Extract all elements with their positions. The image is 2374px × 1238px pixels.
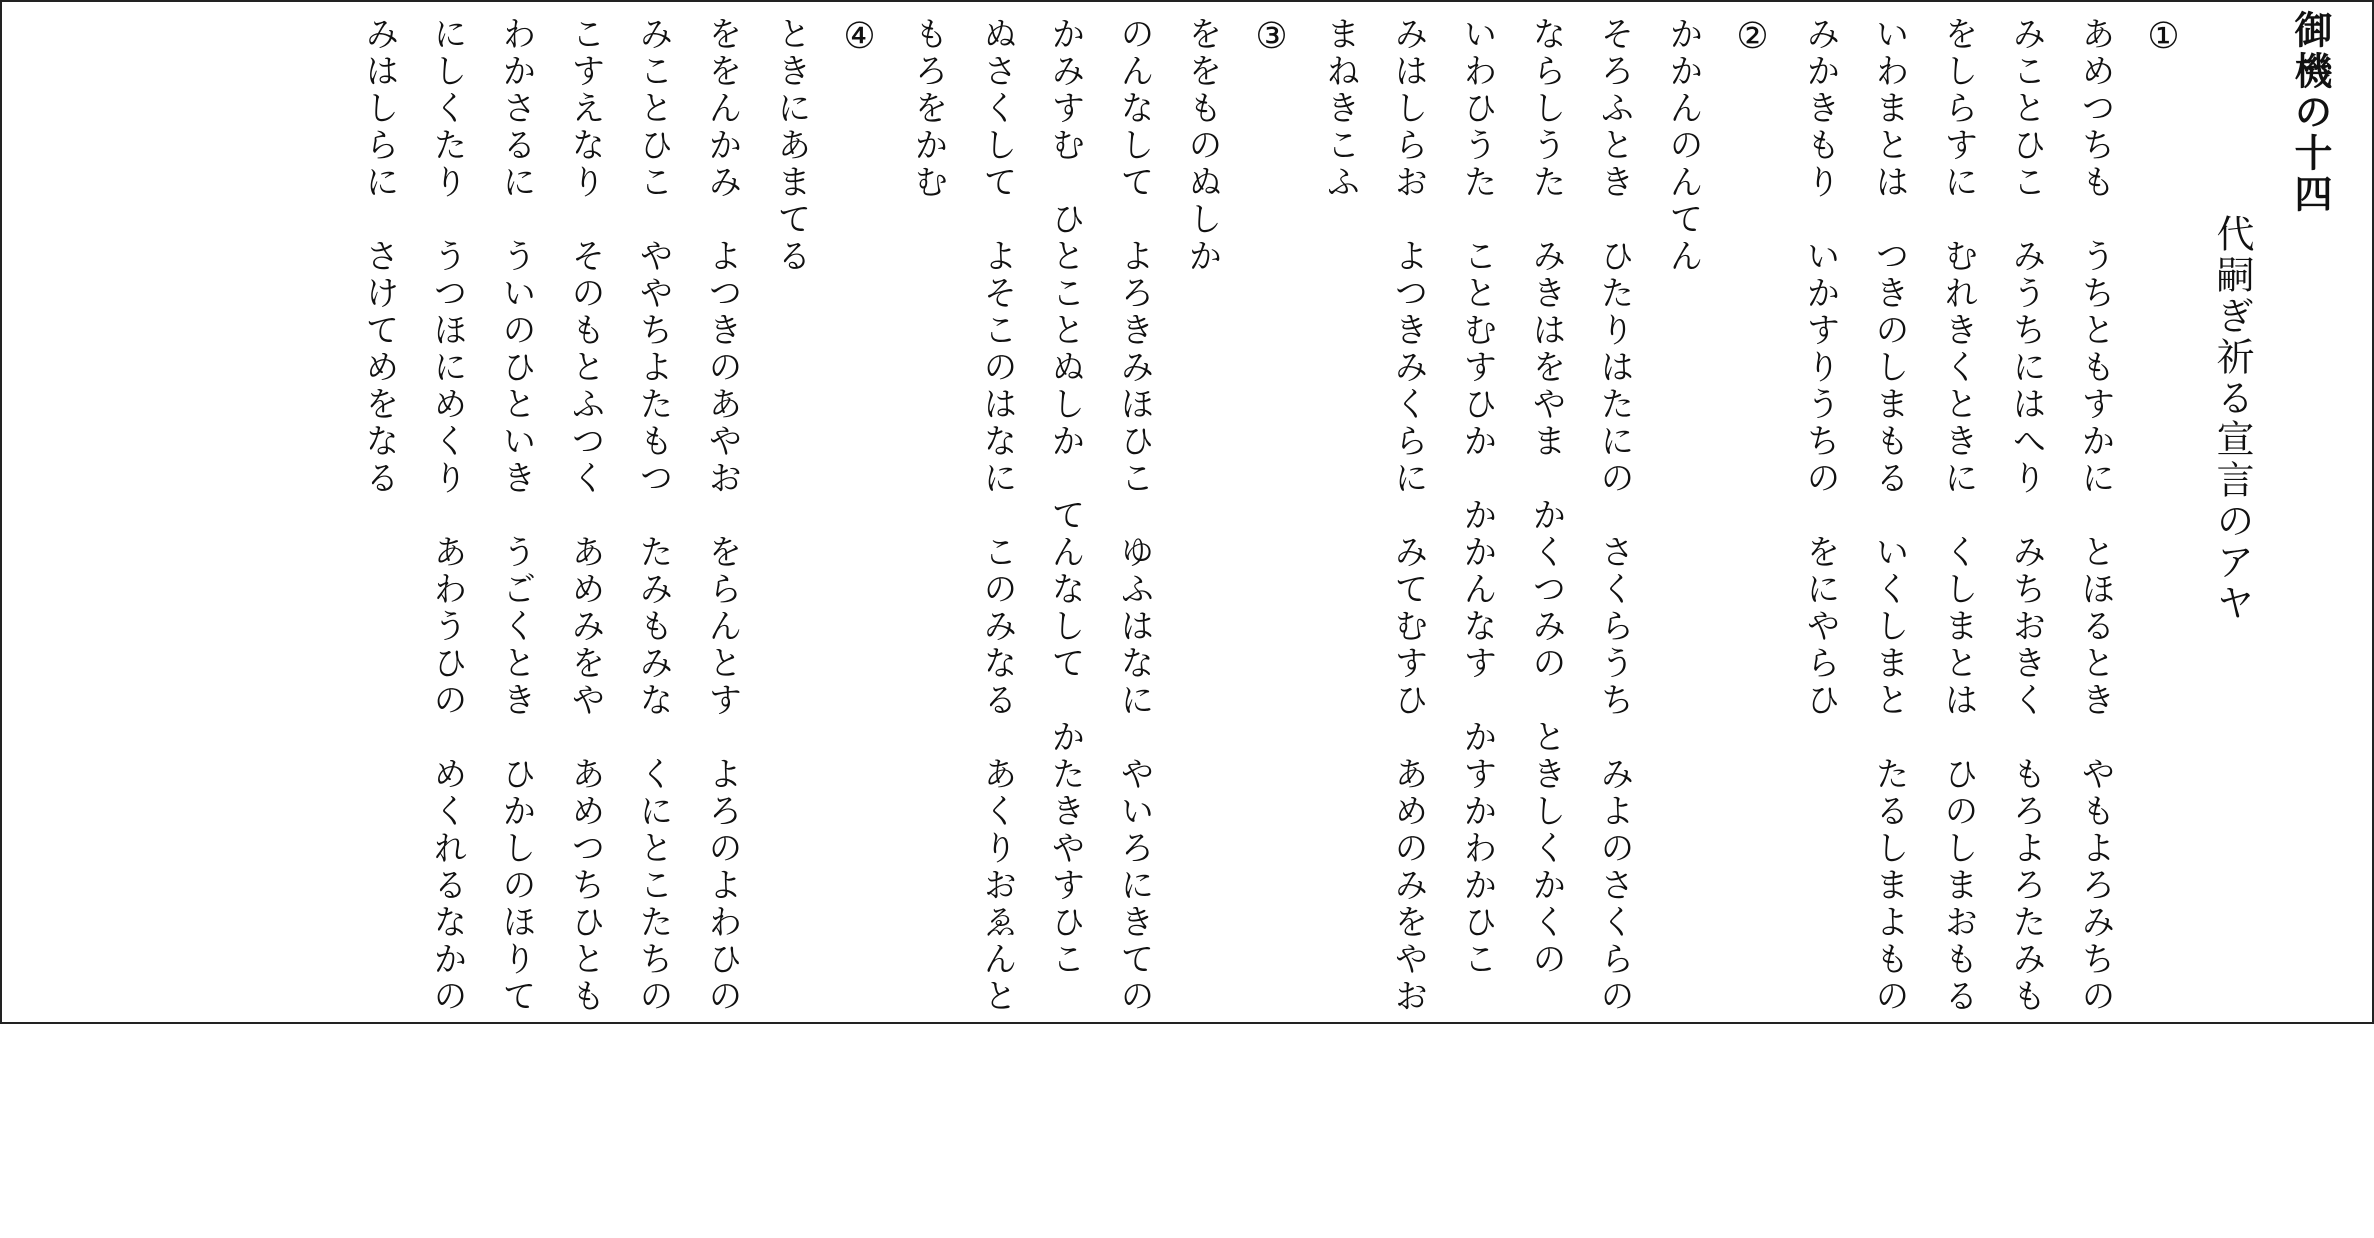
verse-line: ををものぬしか [1182, 16, 1222, 275]
verse-line: みはしらお よつきみくらに みてむすひ あめのみをやお [1388, 16, 1428, 1015]
verse-line: いわまとは つきのしまもる いくしまと たるしまよもの [1869, 16, 1909, 1015]
verse-number-4: ④ [839, 16, 880, 60]
verse-line: みかきもり いかすりうちの をにやらひ [1800, 16, 1840, 719]
verse-line: ぬさくして よそこのはなに このみなる あくりおゑんと [977, 16, 1017, 1015]
verse-line: こすえなり そのもとふつく あめみをや あめつちひとも [565, 16, 605, 1015]
verse-line: もろをかむ [908, 16, 948, 201]
verse-number-1: ① [2143, 16, 2184, 60]
verse-line: みことひこ ややちよたもつ たみもみな くにとこたちの [633, 16, 673, 1015]
verse-number-2: ② [1732, 16, 1773, 60]
verse-line: ならしうた みきはをやま かくつみの ときしくかくの [1526, 16, 1566, 978]
document-subtitle: 代嗣ぎ祈る宣言のアヤ [2210, 214, 2254, 624]
verse-line: ときにあまてる [771, 16, 811, 275]
verse-line: あめつちも うちともすかに とほるとき やもよろみちの [2075, 16, 2115, 1015]
verse-line: ををんかみ よつきのあやお をらんとす よろのよわひの [702, 16, 742, 1015]
verse-line: みはしらに さけてめをなる [359, 16, 399, 497]
verse-line: にしくたり うつほにめくり あわうひの めくれるなかの [427, 16, 467, 1015]
verse-line: いわひうた ことむすひか かかんなす かすかわかひこ [1457, 16, 1497, 978]
verse-line: かかんのんてん [1663, 16, 1703, 275]
verse-line: のんなして よろきみほひこ ゆふはなに やいろにきての [1114, 16, 1154, 1015]
verse-line: そろふとき ひたりはたにの さくらうち みよのさくらの [1594, 16, 1634, 1015]
verse-line: まねきこふ [1320, 16, 1360, 201]
verse-line: みことひこ みうちにはへり みちおきく もろよろたみも [2006, 16, 2046, 1015]
verse-line: をしらすに むれきくときに くしまとは ひのしまおもる [1938, 16, 1978, 1015]
verse-number-3: ③ [1251, 16, 1292, 60]
verse-line: わかさるに ういのひといき うごくとき ひかしのほりて [496, 16, 536, 1015]
document-title: 御機の十四 [2288, 10, 2332, 215]
verse-line: かみすむ ひとことぬしか てんなして かたきやすひこ [1045, 16, 1085, 978]
